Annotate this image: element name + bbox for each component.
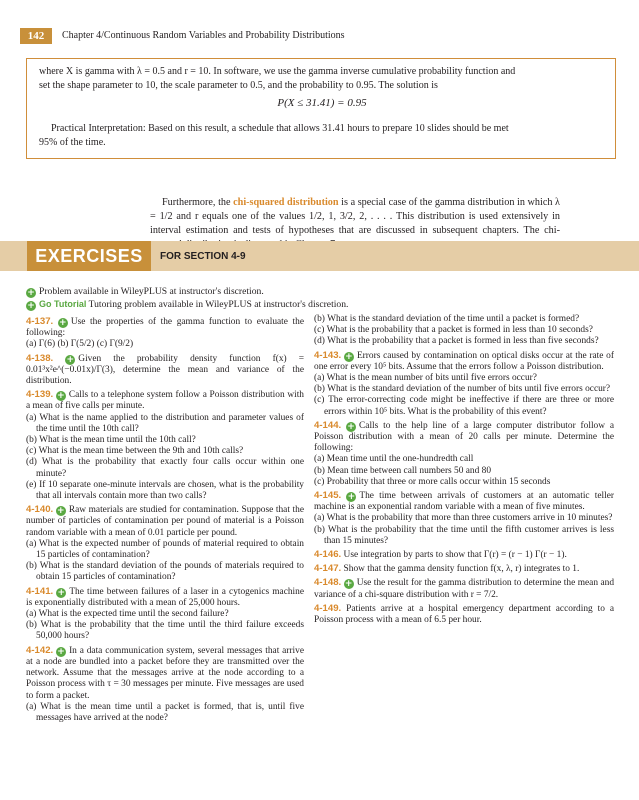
problem-number: 4-146.	[314, 549, 342, 561]
plus-icon: +	[57, 646, 65, 657]
problem-part: (b) What is the mean time until the 10th call?	[26, 435, 196, 446]
problem-part: (a) What is the probability that more than three customers arrive in 10 minutes?	[314, 513, 613, 524]
problem-part: (b) What is the standard deviation of the number of bits until five errors occur?	[314, 384, 611, 395]
problem-number: 4-149.	[314, 602, 342, 614]
plus-icon: +	[66, 354, 75, 365]
problem-text: Given the probability density function f(x) = 0.01³x²e^(−0.01x)/Γ(3), determine the mean and variance of the distribution.	[26, 353, 305, 387]
problem-number: 4-143.	[314, 349, 342, 361]
section-label: FOR SECTION 4-9	[160, 251, 246, 262]
box-equation: P(X ≤ 31.41) = 0.95	[277, 97, 367, 109]
exercise-problem	[314, 563, 614, 575]
box-line-2: set the shape parameter to 10, the scale parameter to 0.5, and the probability to 0.95. The solution is	[39, 80, 438, 91]
problem-number: 4-144.	[314, 419, 342, 431]
problem-part: (a) What is the mean number of bits until five errors occur?	[314, 373, 537, 384]
exercise-problem	[314, 350, 614, 373]
problem-text: Use the properties of the gamma function to evaluate the following:	[26, 317, 305, 339]
plus-icon: +	[27, 301, 35, 311]
exercise-problem	[314, 490, 614, 513]
problem-number: 4-145.	[314, 490, 342, 502]
problem-part: (b) What is the probability that the time until the third failure exceeds 50,000 hours?	[26, 620, 304, 642]
problem-part: (a) Mean time until the one-hundredth call	[314, 454, 474, 465]
running-title: Chapter 4/Continuous Random Variables and Probability Distributions	[62, 30, 345, 41]
legend-text-2: Tutoring problem available in WileyPLUS at instructor's discretion.	[88, 299, 349, 310]
box-line-1: where X is gamma with λ = 0.5 and r = 10. In software, we use the gamma inverse cumulative probability function and	[39, 66, 516, 77]
problem-number: 4-137.	[26, 316, 54, 327]
problem-number: 4-142.	[26, 644, 54, 656]
problem-number: 4-141.	[26, 585, 54, 597]
plus-icon: +	[57, 391, 65, 402]
problem-part: (a) Γ(6) (b) Γ(5/2) (c) Γ(9/2)	[26, 339, 134, 350]
problem-part: (d) What is the probability that a packet is formed in less than five seconds?	[314, 336, 599, 347]
problem-part: (c) What is the mean time between the 9th and 10th calls?	[26, 446, 244, 457]
page-header	[0, 28, 639, 44]
go-tutorial-label: Go Tutorial	[39, 299, 87, 309]
problem-number: 4-148.	[314, 577, 342, 589]
example-box	[26, 58, 616, 159]
exercise-column-right	[314, 314, 614, 626]
problem-part: (c) What is the probability that a packet is formed in less than 10 seconds?	[314, 325, 593, 336]
page-number: 142	[20, 28, 52, 44]
problem-part: (a) What is the expected time until the second failure?	[26, 609, 229, 620]
problem-part: (d) What is the probability that exactly four calls occur within one minute?	[26, 457, 304, 479]
problem-text: The time between arrivals of customers at an automatic teller machine is an exponential random variable with a mean of five minutes.	[314, 491, 614, 513]
problem-part: (b) What is the standard deviation of the pounds of materials required to obtain 15 particles of contamination?	[26, 561, 304, 583]
problem-text: The time between failures of a laser in a cytogenics machine is exponentially distributed with a mean of 25,000 hours.	[26, 586, 304, 608]
problem-number: 4-147.	[314, 563, 342, 575]
problem-number: 4-139.	[26, 389, 54, 401]
exercise-problem	[26, 389, 304, 412]
problem-part: (a) What is the name applied to the distribution and parameter values of the time until the 10th call?	[26, 412, 304, 434]
problem-part: (c) The error-correcting code might be ineffective if there are three or more errors within 10⁵ bits. What is the probability of this event?	[314, 395, 614, 417]
plus-icon: +	[27, 288, 35, 298]
legend-line-1	[26, 285, 264, 298]
exercise-problem	[314, 549, 614, 561]
exercise-column-left	[26, 314, 304, 724]
plus-icon: +	[344, 579, 353, 590]
problem-text: Show that the gamma density function f(x, λ, r) integrates to 1.	[343, 564, 580, 575]
legend-line-2	[26, 298, 348, 311]
box-line-3: Practical Interpretation: Based on this result, a schedule that allows 31.41 hours to prepare 10 slides should be met	[51, 123, 509, 134]
problem-part: (b) Mean time between call numbers 50 and 80	[314, 465, 492, 476]
box-line-4: 95% of the time.	[39, 137, 106, 148]
exercise-problem	[26, 586, 304, 609]
problem-text: In a data communication system, several messages that arrive at a node are bundled into a packet before they are transmitted over the network. Assume that the messages arrive at the node according to a Poisson process with τ = 30 messages per minute. Five messages are used to form a packet.	[26, 645, 305, 701]
problem-part: (e) If 10 separate one-minute intervals are chosen, what is the probability that all intervals contain more than two calls?	[26, 479, 304, 502]
problem-text: Raw materials are studied for contamination. Suppose that the number of particles of contamination per pound of material is a Poisson random variable with a mean of 0.01 particle per pound.	[26, 505, 305, 538]
problem-part: (a) What is the mean time until a packet is formed, that is, until five messages have arrived at the node?	[26, 701, 304, 723]
exercise-problem	[314, 603, 614, 626]
exercise-problem	[26, 504, 304, 539]
chi-pre: Furthermore, the	[162, 197, 234, 208]
exercise-problem	[314, 420, 614, 455]
exercises-label: EXERCISES	[27, 241, 151, 271]
plus-icon: +	[57, 506, 65, 517]
problem-text: Errors caused by contamination on optical disks occur at the rate of one error every 10⁵ bits. Assume that the errors follow a Poisson distribution.	[314, 350, 614, 372]
plus-icon: +	[347, 421, 355, 432]
exercise-problem	[26, 353, 304, 388]
chi-squared-term: chi-squared distribution	[233, 197, 339, 208]
problem-text: Use the result for the gamma distribution to determine the mean and variance of a chi-square distribution with r = 7/2.	[314, 578, 615, 600]
plus-icon: +	[345, 351, 353, 362]
problem-part: (b) What is the standard deviation of the time until a packet is formed?	[314, 314, 580, 324]
chi-post: is a special case of the gamma distribution in which λ = 1/2 and r equals one of the values 1/2, 1, 3/2, 2, . . . . This distribution is used extensively in interval estimation and tests of hypotheses that are discussed in subsequent chapters. The chi-	[150, 197, 560, 236]
exercise-problem	[314, 577, 614, 600]
problem-text: Patients arrive at a hospital emergency department according to a Poisson process with a mean of 6.5 per hour.	[314, 603, 614, 626]
exercise-problem	[26, 645, 304, 702]
problem-text: Calls to the help line of a large computer distributor follow a Poisson distribution with a mean of 20 calls per minute. Determine the following:	[314, 420, 614, 454]
problem-text: Calls to a telephone system follow a Poisson distribution with a mean of five calls per minute.	[26, 390, 304, 412]
plus-icon: +	[57, 587, 66, 598]
problem-number: 4-140.	[26, 504, 54, 516]
exercise-problem	[26, 316, 304, 339]
problem-text: Use integration by parts to show that Γ(r) = (r − 1) Γ(r − 1).	[343, 550, 567, 561]
problem-part: (b) What is the probability that the time until the fifth customer arrives is less than 15 minutes?	[314, 524, 614, 546]
legend-text-1: Problem available in WileyPLUS at instructor's discretion.	[39, 286, 264, 297]
problem-part: (a) What is the expected number of pounds of material required to obtain 15 particles of contamination?	[26, 538, 304, 561]
plus-icon: +	[347, 492, 356, 503]
problem-number: 4-138.	[26, 352, 54, 364]
problem-part: (c) Probability that three or more calls occur within 15 seconds	[314, 476, 551, 487]
plus-icon: +	[59, 318, 67, 328]
